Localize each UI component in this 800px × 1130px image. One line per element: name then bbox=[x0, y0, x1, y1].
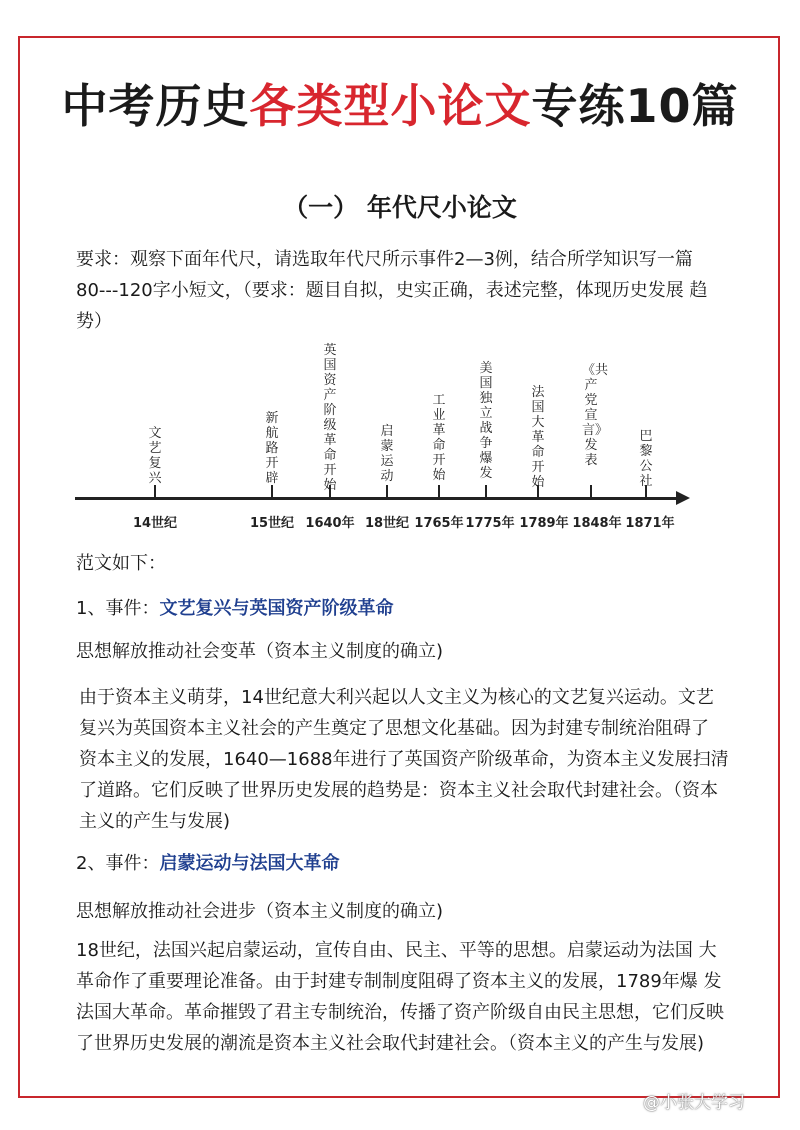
timeline bbox=[0, 330, 800, 540]
timeline-event: 启蒙运动 bbox=[380, 424, 394, 484]
essay-2-event: 启蒙运动与法国大革命 bbox=[159, 853, 340, 874]
timeline-axis bbox=[75, 497, 678, 500]
timeline-tick bbox=[590, 485, 592, 499]
timeline-year: 1789年 bbox=[519, 516, 569, 531]
essay-1-heading bbox=[76, 593, 726, 624]
essay-2-heading bbox=[76, 848, 726, 879]
timeline-event: 新航路开辟 bbox=[265, 411, 279, 486]
timeline-event: 法国大革命开始 bbox=[531, 385, 545, 490]
timeline-year: 18世纪 bbox=[364, 516, 410, 531]
timeline-tick bbox=[154, 485, 156, 499]
timeline-tick bbox=[271, 485, 273, 499]
timeline-tick bbox=[438, 485, 440, 499]
timeline-year: 14世纪 bbox=[132, 516, 178, 531]
page-title bbox=[0, 70, 800, 136]
timeline-year: 1871年 bbox=[625, 516, 675, 531]
timeline-event: 巴黎公社 bbox=[639, 429, 653, 489]
timeline-event: 英国资产阶级革命开始 bbox=[323, 343, 337, 493]
timeline-year: 1640年 bbox=[305, 516, 355, 531]
essay-2-body: 18世纪，法国兴起启蒙运动，宣传自由、民主、平等的思想。启蒙运动为法国 大革命作了重要理论准备。由于封建专制制度阻碍了资本主义的发展，1789年爆 发法国大革命。革命摧毁了君主专制统治，传播了资产阶级自由民主思想，它们反映了世界历史发展的潮流是资本主义社会取代封建社会。（资本主义的产生与发展) bbox=[76, 940, 724, 1054]
title-part3: 专练10篇 bbox=[531, 79, 739, 133]
timeline-tick bbox=[485, 485, 487, 499]
timeline-event: 工业革命开始 bbox=[432, 393, 446, 483]
essay-2-theme: 思想解放推动社会进步（资本主义制度的确立) bbox=[76, 901, 444, 922]
timeline-event: 美国独立战争爆发 bbox=[479, 361, 493, 481]
title-part2-highlight: 各类型小论文 bbox=[249, 79, 532, 133]
essay-1-prefix: 1、事件： bbox=[76, 598, 160, 619]
section-title: （一） 年代尺小论文 bbox=[283, 193, 517, 222]
essay-1-body: 由于资本主义萌芽，14世纪意大利兴起以人文主义为核心的文艺复兴运动。文艺 复兴为英国资本主义社会的产生奠定了思想文化基础。因为封建专制统治阻碍了 资本主义的发展，1640—1688年进行了英国资产阶级革命，为资本主义发展扫清 了道路。它们反映了世界历史发展的趋势是：资本主义社会取代封建社会。（资本主义的产生与发展) bbox=[79, 687, 729, 832]
timeline-year: 1765年 bbox=[414, 516, 464, 531]
essay-1-theme: 思想解放推动社会变革（资本主义制度的确立) bbox=[76, 641, 444, 662]
essay-2-prefix: 2、事件： bbox=[76, 853, 160, 874]
essay-1-event: 文艺复兴与英国资产阶级革命 bbox=[159, 598, 394, 619]
timeline-event: 《共产党宣言》发表 bbox=[582, 363, 609, 468]
timeline-year: 1775年 bbox=[465, 516, 515, 531]
title-part1: 中考历史 bbox=[61, 79, 250, 133]
essay-intro: 范文如下： bbox=[76, 553, 166, 574]
requirement-text: 要求：观察下面年代尺，请选取年代尺所示事件2—3例，结合所学知识写一篇 80---120字小短文，（要求：题目自拟，史实正确，表述完整，体现历史发展 趋势） bbox=[76, 249, 708, 332]
watermark: @小张大学习 bbox=[643, 1093, 745, 1113]
timeline-year: 1848年 bbox=[572, 516, 622, 531]
timeline-year: 15世纪 bbox=[249, 516, 295, 531]
timeline-tick bbox=[386, 485, 388, 499]
timeline-arrow-icon bbox=[676, 491, 690, 505]
timeline-event: 文艺复兴 bbox=[148, 426, 162, 486]
